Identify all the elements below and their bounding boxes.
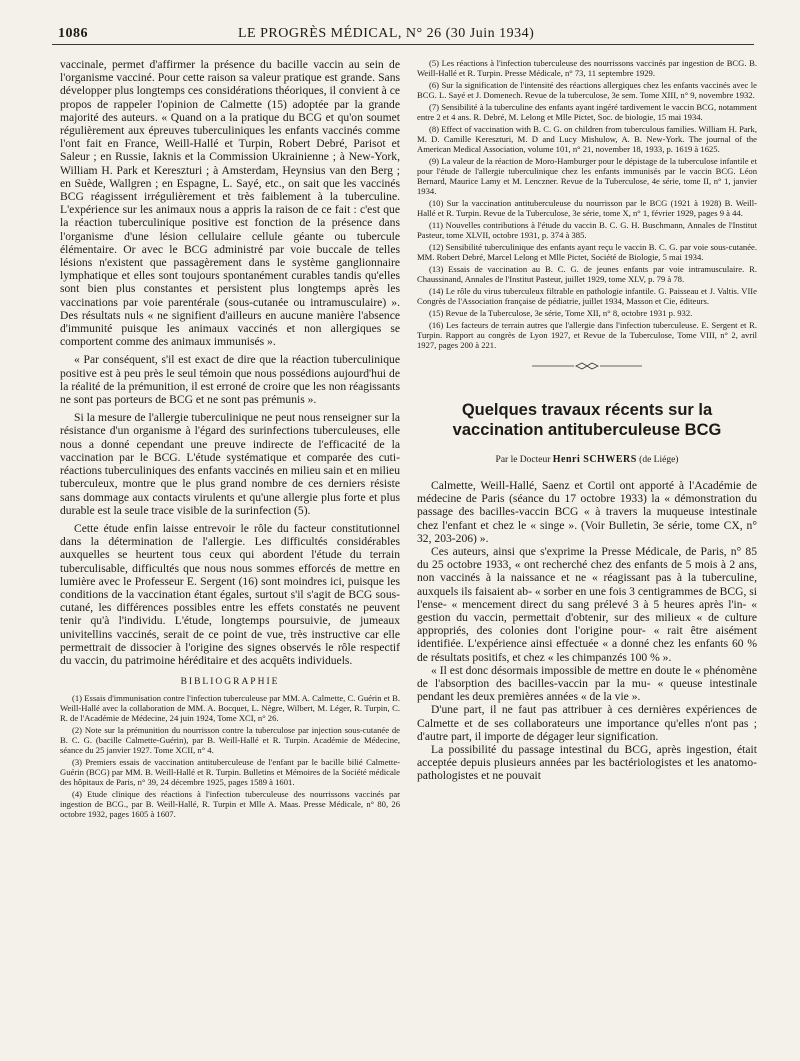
byline-affiliation: (de Liége) (636, 455, 679, 465)
byline (417, 454, 757, 465)
header-rule (52, 44, 754, 45)
bibliography-entry: (3) Premiers essais de vaccination antituberculeuse de l'enfant par le bacille bilié Calmette-Guérin (BCG) par MM. B. Weill-Hallé et R. Turpin. Bulletins et Mémoires de la Société médicale des hôpitaux de Paris, n° 39, 24 décembre 1925, pages 1589 à 1601. (60, 757, 400, 788)
bibliography-entry: (5) Les réactions à l'infection tuberculeuse des nourrissons vaccinés par ingestion de BCG. B. Weill-Hallé et R. Turpin. Presse Médicale, n° 73, 11 septembre 1929. (417, 58, 757, 78)
bibliography-entry: (11) Nouvelles contributions à l'étude du vaccin B. C. G. H. Buschmann, Annales de l'Institut Pasteur, tome XLVII, octobre 1931, p. 374 à 385. (417, 220, 757, 240)
page-header (52, 22, 752, 44)
author-name: Henri SCHWERS (552, 454, 637, 465)
byline-prefix: Par le Docteur (495, 455, 553, 465)
body-paragraph: Ces auteurs, ainsi que s'exprime la Presse Médicale, de Paris, n° 85 du 25 octobre 1933, « ont recherché chez des enfants de 5 mois à 2 ans, non vaccinés à la naissance et ne « réagissant pas à la tuberculine, auxquels ils faisaient ab- « sorber en une fois 3 centigrammes de BCG, si l'ense- « mencement direct du sang prélevé 3 à 5 heures après l'in- « gestion du vaccin, permettait d'obtenir, sur des milieux « de culture appropriés, des colonies dont l'origine pour- « rait être aisément identifiée. L'expérience ainsi effectuée « a donné chez les enfants 60 % de résultats positifs, et chez « les chimpanzés 100 % ». (417, 545, 757, 664)
bibliography-entry: (9) La valeur de la réaction de Moro-Hamburger pour le dépistage de la tuberculose infantile et pour l'étude de l'allergie tuberculinique chez les enfants immunisés par le vaccin BCG. Léon Bernard, Maurice Lamy et M. Lenczner. Revue de la Tuberculose, 4e série, tome II, n° 1, janvier 1934. (417, 156, 757, 196)
body-paragraph: Si la mesure de l'allergie tuberculinique ne peut nous renseigner sur la résistance d'un organisme à l'égard des surinfections tuberculeuses, elle nous a donné cependant une preuve indirecte de l'efficacité de la vaccination par le BCG. L'étude systématique et comparée des cuti-réactions tuberculiniques des enfants vaccinés en milieu sain et en milieu tuberculeux, montre que le plus grand nombre de ces derniers résiste sans dommage aux contacts virulents et qu'une allergie plus forte et plus durable est la seule trace visible de la surinfection (5). (60, 411, 400, 517)
bibliography-entry: (15) Revue de la Tuberculose, 3e série, Tome XII, n° 8, octobre 1931 p. 932. (429, 308, 693, 318)
bibliography-entry: (8) Effect of vaccination with B. C. G. on children from tuberculous families. William H. Park, M. D. Camille Kereszturi, M. D and Lucy Mishulow, A. B. New-York. The journal of the American Medical Association, volume 101, n° 21, november 18, 1933, p. 1619 à 1625. (417, 124, 757, 154)
body-paragraph: La possibilité du passage intestinal du BCG, après ingestion, était acceptée depuis plusieurs années par les bactériologistes et les anatomo-pathologistes et ne pouvait (417, 743, 757, 783)
bibliography-entry: (16) Les facteurs de terrain autres que l'allergie dans l'infection tuberculeuse. E. Sergent et R. Turpin. Rapport au congrès de Lyon 1927, et Revue de la Tuberculose, Tome VIII, n° 2, avril 1927, pages 200 à 221. (417, 320, 757, 350)
section-ornament (527, 362, 647, 372)
bibliography-entry: (6) Sur la signification de l'intensité des réactions allergiques chez les enfants vaccinés avec le BCG. L. Sayé et J. Domenech. Revue de la tuberculose, 3e sem. Tome XIII, n° 9, novembre 1932. (417, 80, 757, 100)
bibliography-entry: (14) Le rôle du virus tuberculeux filtrable en pathologie infantile. G. Paisseau et J. Valtis. VIIe Congrès de l'Association française de pédiatrie, juillet 1934, Masson et Cie, éditeurs. (417, 286, 757, 306)
right-column (417, 58, 757, 1043)
running-title: LE PROGRÈS MÉDICAL, N° 26 (30 Juin 1934) (238, 26, 535, 41)
bibliography-entry: (2) Note sur la prémunition du nourrisson contre la tuberculose par injection sous-cutanée de B. C. G. (bacille Calmette-Guérin), par B. Weill-Hallé et R. Turpin. Académie de Médecine, séance du 25 janvier 1927. Tome XCII, n° 4. (60, 725, 400, 756)
body-paragraph: « Par conséquent, s'il est exact de dire que la réaction tuberculinique positive est à peu près le seul témoin que nous possédions aujourd'hui de la réalité de la prémunition, il est erroné de croire que les non réagissants ne sont pas porteurs de BCG et ne sont pas prémunis ». (60, 353, 400, 407)
bibliography-entry: (1) Essais d'immunisation contre l'infection tuberculeuse par MM. A. Calmette, C. Guérin et B. Weill-Hallé avec la collaboration de MM. A. Bocquet, L. Nègre, Wilbert, M. Léger, R. Turpin, C. R. de l'Académie de Médecine, 24 juin 1924, Tome XCI, n° 26. (60, 693, 400, 724)
article-title (417, 400, 757, 440)
ornament-rule-icon (532, 362, 642, 370)
bibliography-heading: BIBLIOGRAPHIE (180, 677, 280, 688)
bibliography-entry: (7) Sensibilité à la tuberculine des enfants ayant ingéré tardivement le vaccin BCG, notamment entre 2 et 4 ans. R. Debré, M. Lelong et Mlle Pictet, Soc. de biologie, 15 mai 1934. (417, 102, 757, 122)
article-title-line: vaccination antituberculeuse BCG (452, 421, 722, 439)
body-paragraph: vaccinale, permet d'affirmer la présence du bacille vaccin au sein de l'organisme vacciné. Pour cette raison sa valeur pratique est grande. Sans développer plus longtemps ces considérations théoriques, il convient à ce propos de rappeler l'opinion de Calmette (15) adoptée par la grande majorité des auteurs. « Quand on a la pratique du BCG et qu'on soumet régulièrement aux épreuves tuberculiniques les enfants vaccinés comme l'ont fait en France, Weill-Hallé et Turpin, Robert Debré, Parisot et Saleur ; en Russie, Iaknis et la Commission Ukrainienne ; à New-York, William H. Park et Kereszturi ; à Amsterdam, Heynsius van den Berg ; en Suède, Wallgren ; en Espagne, L. Sayé, etc., on sait que les vaccinés BCG réagissent irrégulièrement et très faiblement à la tuberculine. L'expérience sur les animaux nous a appris la raison de ce fait : c'est que la réaction tuberculinique positive est fonction de la présence dans l'organisme d'une lésion cellulaire cellule géante ou tubercule élémentaire. Or avec le BCG administré par voie buccale de telles lésions n'existent que passagèrement dans le système ganglionnaire lymphatique et elles sont toujours spontanément curables tandis qu'elles sont bien plus constantes et persistent plus longtemps après les vaccinations par voie parentérale (sous-cutanée ou intramusculaire) ». Des résultats nuls « ne signifient d'ailleurs en aucune manière l'absence d'immunité puisque les animaux vaccinés et non allergiques se comportent comme des animaux immunisés ». (60, 58, 400, 349)
bibliography-entry: (13) Essais de vaccination au B. C. G. de jeunes enfants par voie intramusculaire. R. Chaussinand, Annales de l'Institut Pasteur, juillet 1929, tome XLV, p. 79 à 78. (417, 264, 757, 284)
bibliography-entry: (12) Sensibilité tuberculinique des enfants ayant reçu le vaccin B. C. G. par voie sous-cutanée. MM. Robert Debré, Marcel Lelong et Mlle Pictet, Société de Biologie, 5 mai 1934. (417, 242, 757, 262)
bibliography-entry: (4) Etude clinique des réactions à l'infection tuberculeuse des nourrissons vaccinés par ingestion de BCG., par B. Weill-Hallé, R. Turpin et Mlle A. Maas. Presse Médicale, n° 80, 26 octobre 1932, pages 1605 à 1607. (60, 789, 400, 820)
body-paragraph: D'une part, il ne faut pas attribuer à ces dernières expériences de Calmette et de ses collaborateurs une importance qu'elles n'ont pas ; d'autre part, il importe de dégager leur signification. (417, 703, 757, 743)
body-paragraph: Cette étude enfin laisse entrevoir le rôle du facteur constitutionnel dans la détermination de l'allergie. Les difficultés considérables auxquelles se heurtent tous ceux qui abordent l'étude du terrain tuberculisable, difficultés que nous nous sommes efforcés de mettre en lumière avec le Professeur E. Sergent (16) sont moindres ici, puisque les conditions de la vaccination étant égales, surtout s'il s'agit de BCG sous-cutané, les différences possibles entre les effets constatés ne peuvent tenir qu'à l'individu. L'étude, longtemps poursuivie, de jumeaux univitellins vaccinés, serait de ce point de vue, très instructive car elle permettrait de dissocier à l'origine des signes observés le rôle respectif du vaccin, du patrimoine héréditaire et des acquêts individuels. (60, 521, 400, 667)
body-paragraph: « Il est donc désormais impossible de mettre en doute le « phénomène de l'absorption des bacilles-vaccin par la mu- « queuse intestinale pendant les deux premières années « de la vie ». (417, 663, 757, 704)
article-title-line: Quelques travaux récents sur la (461, 401, 713, 419)
page-number: 1086 (58, 26, 88, 41)
body-paragraph: Calmette, Weill-Hallé, Saenz et Cortil ont apporté à l'Académie de médecine de Paris (séance du 17 octobre 1933) la « démonstration du passage des bacilles-vaccin BCG « à travers la muqueuse intestinale chez l'enfant et chez le « singe ». (Voir Bulletin, 3e série, tome CX, n° 32, 203-206) ». (417, 479, 757, 545)
bibliography-entry: (10) Sur la vaccination antituberculeuse du nourrisson par le BCG (1921 à 1928) B. Weill-Hallé et R. Turpin. Revue de la Tuberculose, 3e série, tome X, n° 1, février 1929, pages 9 à 44. (417, 198, 757, 218)
left-column (60, 58, 400, 1043)
